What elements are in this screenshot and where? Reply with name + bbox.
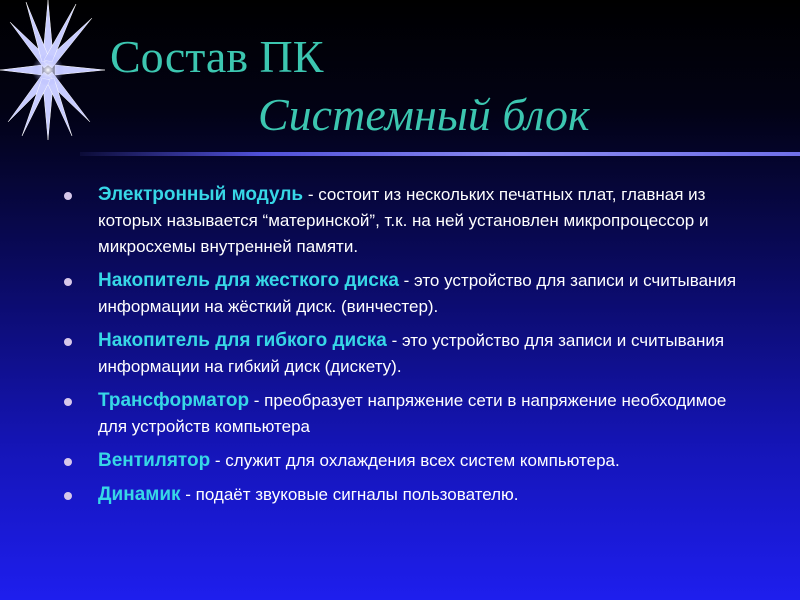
list-item bbox=[64, 448, 744, 474]
list-item bbox=[64, 328, 744, 380]
divider bbox=[80, 152, 800, 156]
star-icon bbox=[0, 0, 120, 140]
item-description: - преобразует напряжение сети в напряжение необходимое для устройств компьютера bbox=[98, 391, 727, 436]
list-item bbox=[64, 388, 744, 440]
item-description: - это устройство для записи и считывания информации на гибкий диск (дискету). bbox=[98, 331, 725, 376]
item-term: Динамик bbox=[98, 484, 181, 505]
item-description: - подаёт звуковые сигналы пользователю. bbox=[180, 485, 519, 504]
list-item bbox=[64, 182, 744, 260]
item-term: Накопитель для жесткого диска bbox=[98, 270, 399, 291]
item-term: Электронный модуль bbox=[98, 184, 304, 205]
bullet-icon bbox=[64, 492, 72, 500]
item-description: - служит для охлаждения всех систем компьютера. bbox=[210, 451, 620, 470]
list-item bbox=[64, 482, 744, 508]
bullet-icon bbox=[64, 458, 72, 466]
bullet-icon bbox=[64, 192, 72, 200]
bullet-icon bbox=[64, 278, 72, 286]
slide-subtitle: Системный блок bbox=[258, 89, 590, 140]
list-item bbox=[64, 268, 744, 320]
item-description: - это устройство для записи и считывания информации на жёсткий диск. (винчестер). bbox=[98, 271, 737, 316]
bullet-icon bbox=[64, 338, 72, 346]
item-description: - состоит из нескольких печатных плат, главная из которых называется “материнской”, т.к. на ней установлен микропроцессор и микросхемы внутренней памяти. bbox=[98, 185, 709, 256]
item-term: Трансформатор bbox=[98, 390, 250, 411]
bullet-icon bbox=[64, 398, 72, 406]
slide-title: Состав ПК bbox=[110, 31, 324, 82]
item-term: Накопитель для гибкого диска bbox=[98, 330, 387, 351]
item-term: Вентилятор bbox=[98, 450, 211, 471]
component-list bbox=[64, 182, 744, 516]
